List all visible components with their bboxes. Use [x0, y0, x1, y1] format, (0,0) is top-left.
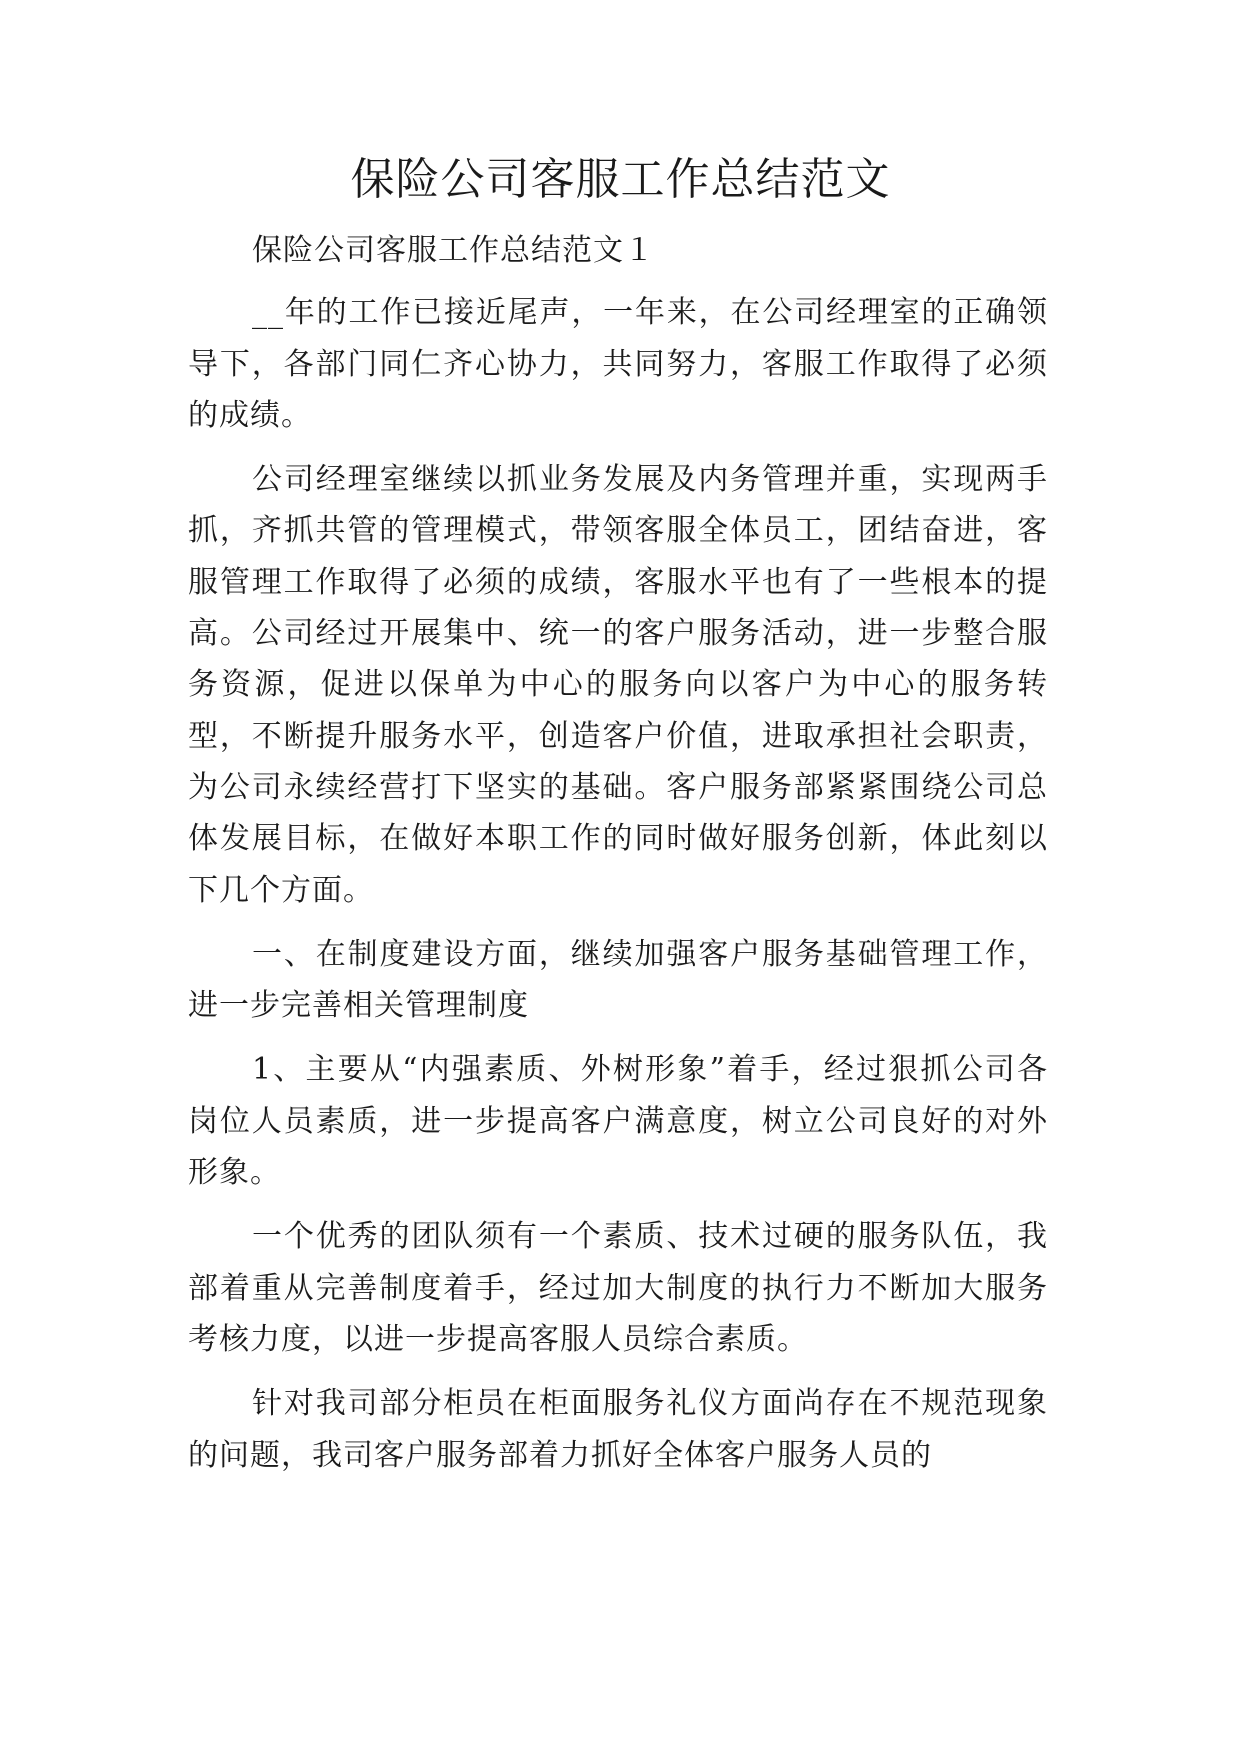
- paragraph: 一个优秀的团队须有一个素质、技术过硬的服务队伍，我部着重从完善制度着手，经过加大制度的执行力不断加大服务考核力度，以进一步提高客服人员综合素质。: [188, 1219, 1048, 1357]
- paragraph: __年的工作已接近尾声，一年来，在公司经理室的正确领导下，各部门同仁齐心协力，共同努力，客服工作取得了必须的成绩。: [188, 295, 1048, 433]
- document-title: 保险公司客服工作总结范文: [350, 154, 891, 205]
- document-body: [188, 225, 1048, 1494]
- section-heading: 保险公司客服工作总结范文１: [252, 233, 655, 268]
- paragraph: 一、在制度建设方面，继续加强客户服务基础管理工作，进一步完善相关管理制度: [188, 936, 1048, 1024]
- paragraph: 1、主要从“内强素质、外树形象”着手，经过狠抓公司各岗位人员素质，进一步提高客户满意度，树立公司良好的对外形象。: [188, 1052, 1048, 1191]
- paragraph: 公司经理室继续以抓业务发展及内务管理并重，实现两手抓，齐抓共管的管理模式，带领客服全体员工，团结奋进，客服管理工作取得了必须的成绩，客服水平也有了一些根本的提高。公司经过开展集中、统一的客户服务活动，进一步整合服务资源，促进以保单为中心的服务向以客户为中心的服务转型，不断提升服务水平，创造客户价值，进取承担社会职责，为公司永续经营打下坚实的基础。客户服务部紧紧围绕公司总体发展目标，在做好本职工作的同时做好服务创新，体此刻以下几个方面。: [188, 462, 1048, 908]
- paragraph: 针对我司部分柜员在柜面服务礼仪方面尚存在不规范现象的问题，我司客户服务部着力抓好全体客户服务人员的: [188, 1386, 1048, 1473]
